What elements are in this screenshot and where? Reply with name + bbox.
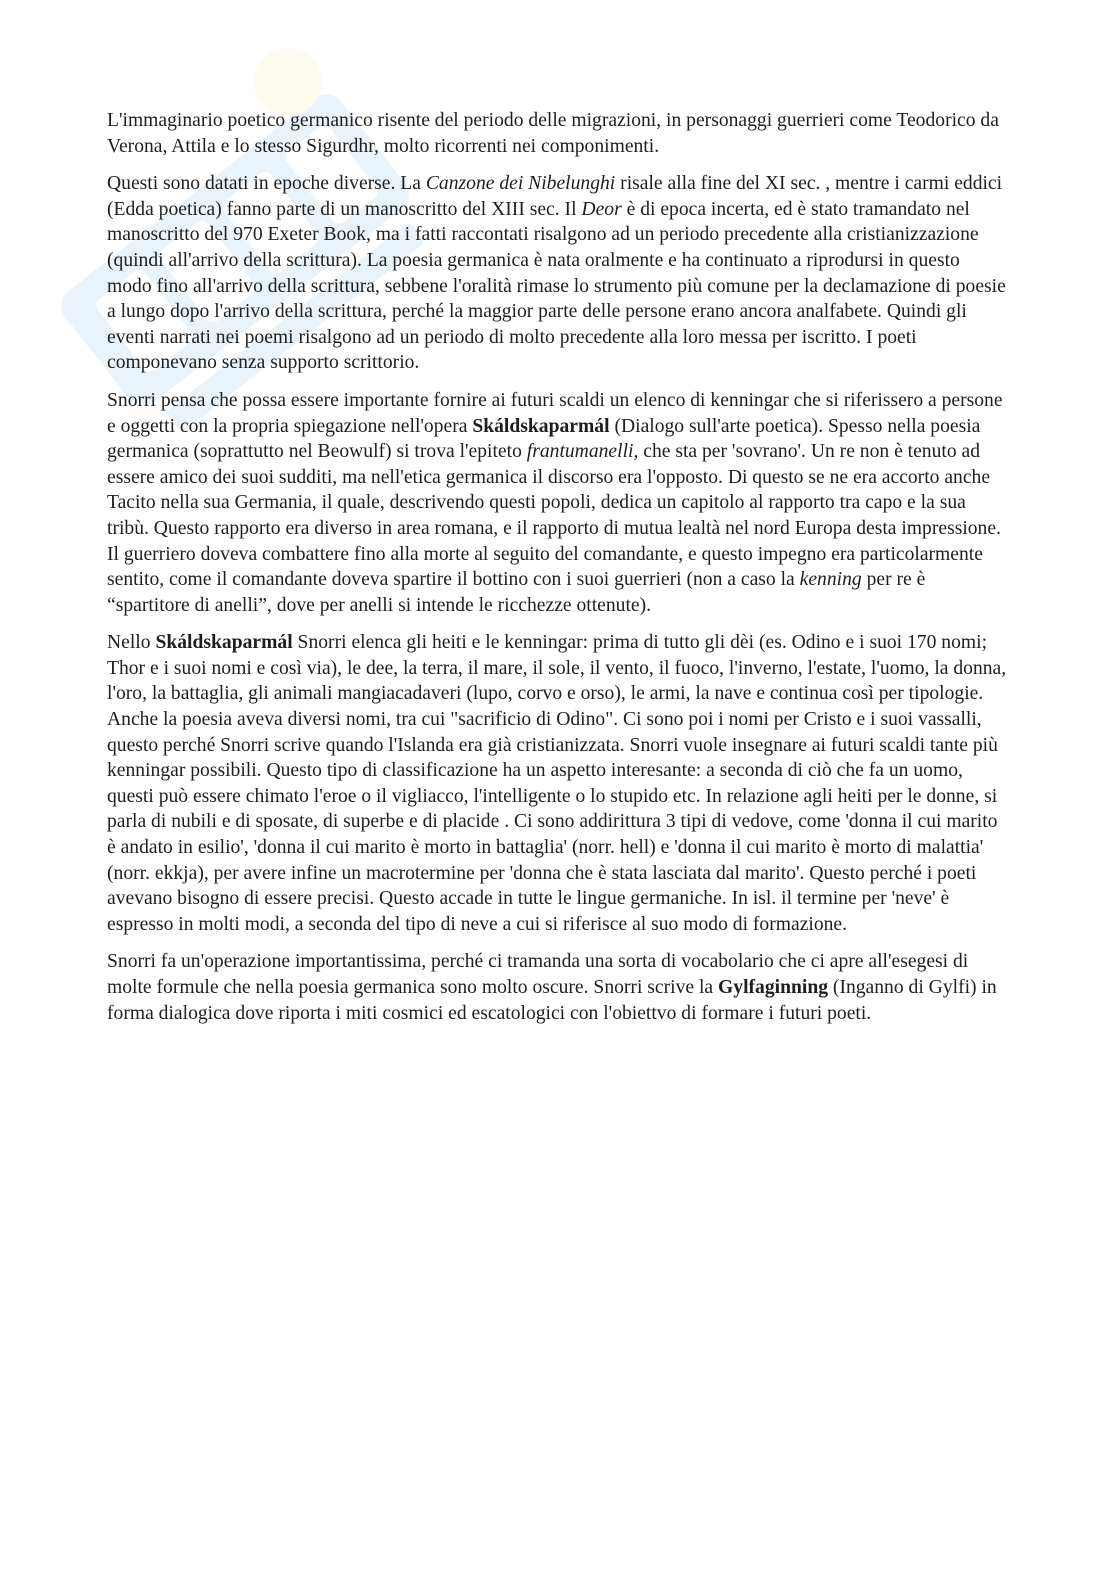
paragraph-1 bbox=[107, 108, 1007, 159]
paragraph-text: che sta per 'sovrano'. Un re non è tenuto ad essere amico dei suoi sudditi, ma nell'etica germanica il discorso era l'opposto. Di questo se ne era accorto anche Tacito nella sua Germania, il quale, descrivendo questi popoli, dedica un capitolo al rapporto tra capo e la sua tribù. Questo rapporto era diverso in area romana, e il rapporto di mutua lealtà nel nord Europa desta impressione. Il guerriero doveva combattere fino alla morte al seguito del comandante, e questo impegno era particolarmente sentito, come il comandante doveva spartire il bottino con i suoi guerrieri (non a caso la bbox=[107, 441, 1001, 591]
bold-term: Skáldskaparmál bbox=[155, 632, 293, 654]
paragraph-text: (Dialogo sull'arte poetica). Spesso nella poesia germanica (soprattutto nel Beowulf) si trova l'epiteto bbox=[107, 415, 981, 463]
paragraph-text: per re è “spartitore di anelli”, dove per anelli si intende le ricchezze ottenute). bbox=[107, 569, 926, 616]
paragraph-text: Snorri pensa che possa essere importante fornire ai futuri scaldi un elenco di kenningar che si riferissero a persone e oggetti con la propria spiegazione nell'opera bbox=[107, 389, 1003, 437]
bold-term: Skáldskaparmál bbox=[472, 415, 610, 437]
paragraph-text: Questi sono datati in epoche diverse. La bbox=[107, 173, 426, 195]
paragraph-text: L'immaginario poetico germanico risente del periodo delle migrazioni, in personaggi guerrieri come Teodorico da Verona, Attila e lo stesso Sigurdhr, molto ricorrenti nei componimenti. bbox=[107, 110, 999, 157]
italic-title: Canzone dei Nibelunghi bbox=[425, 173, 616, 195]
document-body bbox=[107, 108, 1007, 1038]
paragraph-4 bbox=[107, 630, 1007, 937]
paragraph-text: (Inganno di Gylfi) in forma dialogica dove riporta i miti cosmici ed escatologici con l'obiettvo di formare i futuri poeti. bbox=[107, 977, 997, 1024]
italic-title: Deor bbox=[581, 198, 622, 220]
italic-term: kenning bbox=[799, 569, 862, 591]
paragraph-text: Nello bbox=[107, 632, 156, 654]
paragraph-5 bbox=[107, 949, 1007, 1026]
paragraph-text: Snorri elenca gli heiti e le kenningar: prima di tutto gli dèi (es. Odino e i suoi 170 nomi; Thor e i suoi nomi e così via), le dee, la terra, il mare, il sole, il vento, il fuoco, l'inverno, l'estate, l'uomo, la donna, l'oro, la battaglia, gli animali mangiacadaveri (lupo, corvo e orso), le armi, la nave e continua così per tipologie. Anche la poesia aveva diversi nomi, tra cui "sacrificio di Odino". Ci sono poi i nomi per Cristo e i suoi vassalli, questo perché Snorri scrive quando l'Islanda era già cristianizzata. Snorri vuole insegnare ai futuri scaldi tante più kenningar possibili. Questo tipo di classificazione ha un aspetto interesante: a seconda di ciò che fa un uomo, questi può essere chimato l'eroe o il vigliacco, l'intelligente o lo stupido etc. In relazione agli heiti per le donne, si parla di nubili e di sposate, di superbe e di placide . Ci sono addirittura 3 tipi di vedove, come 'donna il cui marito è andato in esilio', 'donna il cui marito è morto in battaglia' (norr. hell) e 'donna il cui marito è morto di malattia' (norr. ekkja), per avere infine un macrotermine per 'donna che è stata lasciata dal marito'. Questo perché i poeti avevano bisogno di essere precisi. Questo accade in tutte le lingue germaniche. In isl. il termine per 'neve' è espresso in molti modi, a seconda del tipo di neve a cui si riferisce al suo modo di formazione. bbox=[107, 632, 1007, 935]
paragraph-2 bbox=[107, 171, 1007, 376]
italic-term: frantumanelli, bbox=[526, 441, 639, 463]
paragraph-text: risale alla fine del XI sec. , mentre i carmi eddici (Edda poetica) fanno parte di un manoscritto del XIII sec. Il bbox=[107, 173, 1003, 220]
paragraph-text: Snorri fa un'operazione importantissima, perché ci tramanda una sorta di vocabolario che ci apre all'esegesi di molte formule che nella poesia germanica sono molto oscure. Snorri scrive la bbox=[107, 951, 969, 998]
bold-term: Gylfaginning bbox=[718, 977, 829, 998]
paragraph-text: è di epoca incerta, ed è stato tramandato nel manoscritto del 970 Exeter Book, ma i fatti raccontati risalgono ad un periodo precedente alla cristianizzazione (quindi all'arrivo della scrittura). La poesia germanica è nata oralmente e ha continuato a riprodursi in questo modo fino all'arrivo della scrittura, sebbene l'oralità rimase lo strumento più comune per la declamazione di poesie a lungo dopo l'arrivo della scrittura, perché la maggior parte delle persone erano ancora analfabete. Quindi gli eventi narrati nei poemi risalgono ad un periodo di molto precedente alla loro messa per iscritto. I poeti componevano senza supporto scrittorio. bbox=[107, 198, 1006, 374]
paragraph-3 bbox=[107, 388, 1007, 618]
